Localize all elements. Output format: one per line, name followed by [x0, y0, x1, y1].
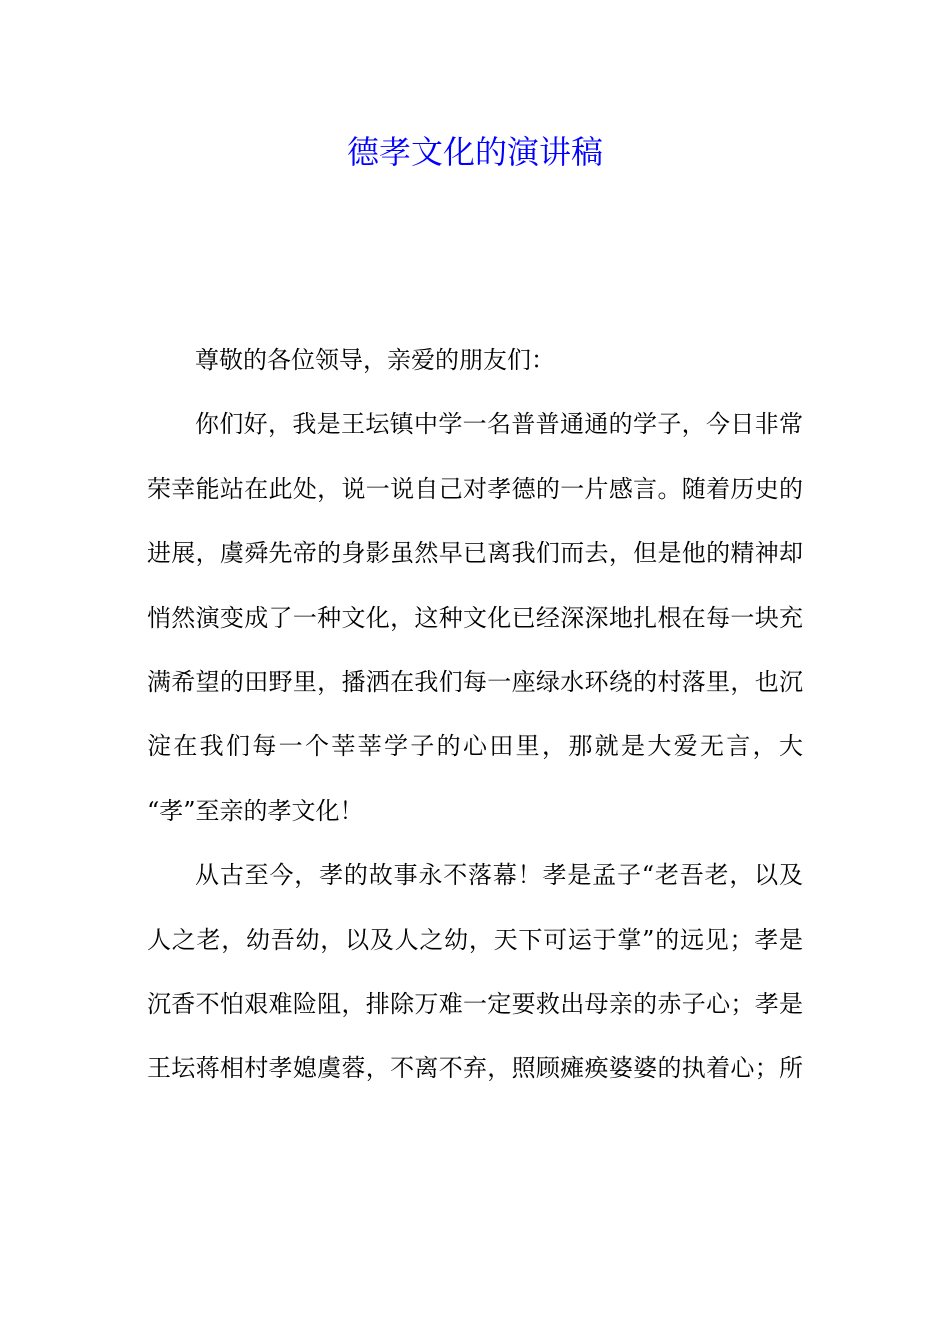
paragraph-line: 进展，虞舜先帝的身影虽然早已离我们而去，但是他的精神却	[147, 539, 803, 568]
document-title: 德孝文化的演讲稿	[346, 133, 603, 171]
paragraph-line: 王坛蒋相村孝媳虞蓉，不离不弃，照顾瘫痪婆婆的执着心；所	[147, 1054, 803, 1083]
paragraph-line: “孝”至亲的孝文化！	[147, 796, 364, 825]
paragraph-line: 沉香不怕艰难险阻，排除万难一定要救出母亲的赤子心；孝是	[147, 989, 803, 1018]
paragraph-line: 淀在我们每一个莘莘学子的心田里，那就是大爱无言，大	[147, 732, 803, 761]
paragraph-line: 荣幸能站在此处，说一说自己对孝德的一片感言。随着历史的	[147, 474, 803, 503]
paragraph-line: 人之老，幼吾幼，以及人之幼，天下可运于掌”的远见；孝是	[147, 925, 803, 954]
paragraph-line: 你们好，我是王坛镇中学一名普普通通的学子，今日非常	[195, 410, 803, 439]
paragraph-line: 悄然演变成了一种文化，这种文化已经深深地扎根在每一块充	[147, 603, 803, 632]
document-body	[147, 336, 803, 1109]
paragraph-line: 从古至今，孝的故事永不落幕！孝是孟子“老吾老，以及	[195, 861, 803, 890]
paragraph-line: 满希望的田野里，播洒在我们每一座绿水环绕的村落里，也沉	[147, 667, 803, 696]
salutation-line: 尊敬的各位领导，亲爱的朋友们：	[195, 346, 555, 374]
